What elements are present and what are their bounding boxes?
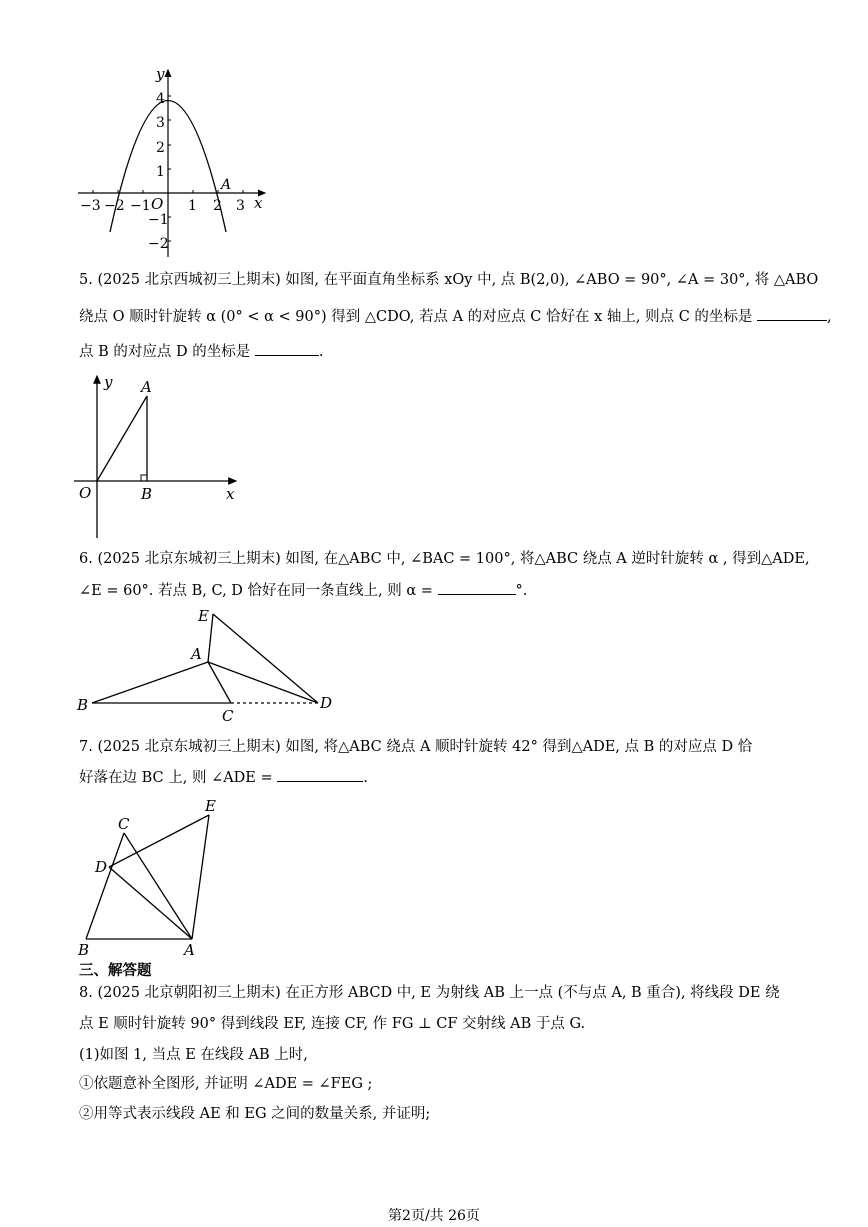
q7-line2-text: 好落在边 BC 上, 则 ∠ADE =: [79, 770, 273, 786]
y-tick-label: 4: [156, 91, 165, 107]
q8-line4: ①依题意补全图形, 并证明 ∠ADE = ∠FEG ;: [79, 1076, 373, 1092]
segment-ae: [192, 815, 209, 939]
q8-line3: (1)如图 1, 当点 E 在线段 AB 上时,: [79, 1047, 308, 1063]
q6-line2-tail: °.: [515, 583, 528, 599]
segment-ac: [208, 662, 231, 703]
label-c: C: [222, 707, 234, 724]
label-a: A: [191, 645, 202, 663]
parabola-graph: [70, 62, 280, 262]
q6-line1: 6. (2025 北京东城初三上期末) 如图, 在△ABC 中, ∠BAC = 100°, 将△ABC 绕点 A 逆时针旋转 α , 得到△ADE,: [79, 551, 810, 567]
q7-line2-tail: .: [363, 770, 368, 786]
page-footer: 第2页/共 26页: [388, 1208, 480, 1224]
label-e: E: [205, 797, 216, 815]
label-d: D: [320, 694, 333, 712]
segment-ba: [92, 662, 208, 703]
q6-line2-text: ∠E = 60°. 若点 B, C, D 恰好在同一条直线上, 则 α =: [79, 583, 433, 599]
y-tick-label: 1: [156, 164, 165, 180]
q5-answer-blank-1[interactable]: [757, 306, 827, 321]
q5-figure: [74, 370, 244, 540]
segment-ca: [124, 833, 192, 939]
x-tick-label: 1: [188, 198, 197, 214]
label-a: A: [141, 378, 152, 396]
q5-answer-blank-2[interactable]: [255, 341, 319, 356]
x-tick-label: −2: [104, 198, 125, 214]
q5-line2-text: 绕点 O 顺时针旋转 α (0° < α < 90°) 得到 △CDO, 若点 A 的对应点 C 恰好在 x 轴上, 则点 C 的坐标是: [79, 309, 753, 325]
segment-da: [109, 867, 192, 939]
q7-line2: [79, 767, 368, 788]
label-y: y: [104, 373, 113, 391]
x-tick-label: 3: [236, 198, 245, 214]
q7-line1: 7. (2025 北京东城初三上期末) 如图, 将△ABC 绕点 A 顺时针旋转 42° 得到△ADE, 点 B 的对应点 D 恰: [79, 739, 753, 755]
q5-line2: [79, 306, 832, 327]
segment-ad: [208, 662, 318, 703]
x-axis-label: x: [254, 194, 263, 212]
q8-line5: ②用等式表示线段 AE 和 EG 之间的数量关系, 并证明;: [79, 1106, 431, 1122]
label-e: E: [198, 607, 209, 625]
x-tick-label: −3: [80, 198, 101, 214]
q5-line3: [79, 341, 323, 362]
label-o: O: [79, 484, 92, 502]
segment-bc: [86, 833, 124, 939]
q6-figure: [74, 604, 344, 724]
q5-line2-tail: ,: [827, 309, 832, 325]
q8-line1: 8. (2025 北京朝阳初三上期末) 在正方形 ABCD 中, E 为射线 AB 上一点 (不与点 A, B 重合), 将线段 DE 绕: [79, 985, 780, 1001]
q5-line3-text: 点 B 的对应点 D 的坐标是: [79, 344, 251, 360]
label-d: D: [95, 858, 108, 876]
label-b: B: [78, 941, 90, 959]
label-c: C: [118, 815, 130, 833]
label-a: A: [184, 941, 195, 959]
label-b: B: [141, 485, 153, 503]
q6-answer-blank[interactable]: [438, 580, 516, 595]
segment-ed: [213, 614, 318, 703]
q6-line2: [79, 580, 527, 601]
y-axis-label: y: [156, 65, 165, 83]
origin-label: O: [151, 195, 164, 213]
y-tick-label: −2: [148, 236, 169, 252]
label-b: B: [77, 696, 89, 714]
y-tick-label: −1: [148, 212, 169, 228]
segment-oa: [97, 396, 147, 481]
point-a-label: A: [221, 177, 232, 193]
q5-line3-tail: .: [318, 344, 324, 360]
q7-answer-blank[interactable]: [277, 767, 363, 782]
q8-line2: 点 E 顺时针旋转 90° 得到线段 EF, 连接 CF, 作 FG ⊥ CF 交射线 AB 于点 G.: [79, 1016, 586, 1032]
label-x: x: [226, 485, 235, 503]
y-tick-label: 3: [156, 115, 165, 131]
section-heading: 三、解答题: [79, 963, 152, 979]
y-tick-label: 2: [156, 140, 165, 156]
q5-line1: 5. (2025 北京西城初三上期末) 如图, 在平面直角坐标系 xOy 中, 点 B(2,0), ∠ABO = 90°, ∠A = 30°, 将 △ABO: [79, 272, 819, 288]
x-tick-label: −1: [130, 198, 151, 214]
q7-figure: [74, 793, 234, 963]
x-tick-label: 2: [213, 198, 222, 214]
right-angle-mark: [141, 475, 147, 481]
